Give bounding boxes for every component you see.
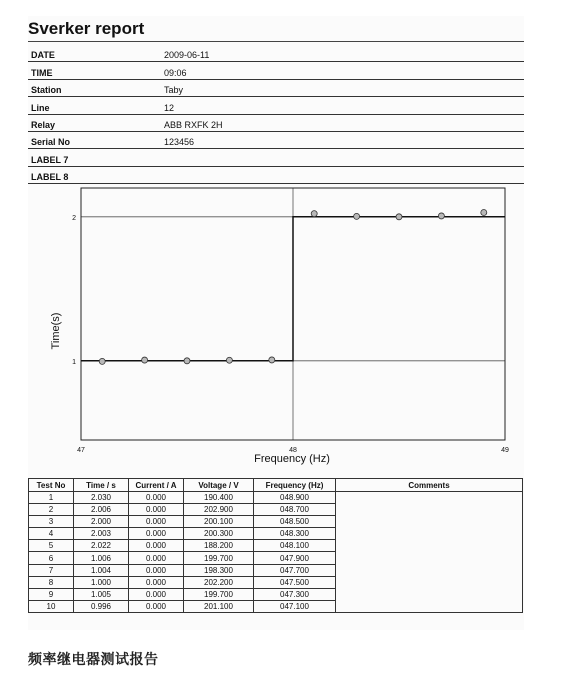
table-cell: 2.030 (74, 492, 129, 504)
col-header-time: Time / s (74, 479, 129, 492)
info-value: 09:06 (164, 67, 187, 78)
info-label: DATE (31, 50, 55, 61)
table-cell: 1.005 (74, 588, 129, 600)
comment-cell (336, 576, 523, 588)
info-label: Relay (31, 119, 56, 130)
info-value: ABB RXFK 2H (164, 119, 223, 130)
table-cell: 0.000 (129, 588, 184, 600)
col-header-voltage: Voltage / V (184, 479, 254, 492)
y-axis-label: Time(s) (50, 312, 62, 350)
table-cell: 199.700 (184, 588, 254, 600)
table-cell: 047.900 (254, 552, 336, 564)
y-tick-label: 1 (72, 358, 76, 366)
data-point (142, 357, 148, 363)
info-label: LABEL 7 (31, 154, 69, 165)
data-point (269, 357, 275, 363)
col-header-frequency: Frequency (Hz) (254, 479, 336, 492)
data-point (481, 209, 487, 215)
table-cell: 198.300 (184, 564, 254, 576)
table-cell: 200.100 (184, 516, 254, 528)
table-cell: 4 (29, 528, 74, 540)
info-row-station (28, 80, 524, 97)
table-cell: 10 (29, 600, 74, 612)
title-divider (28, 41, 524, 42)
table-cell: 200.300 (184, 528, 254, 540)
comment-cell (336, 528, 523, 540)
data-point (354, 213, 360, 219)
frequency-time-chart (28, 183, 524, 473)
data-point (438, 213, 444, 219)
col-header-comments: Comments (336, 479, 523, 492)
comment-cell (336, 540, 523, 552)
step-line (81, 217, 505, 361)
results-table (28, 478, 523, 613)
table-cell: 048.300 (254, 528, 336, 540)
table-cell: 2.022 (74, 540, 129, 552)
data-point (396, 214, 402, 220)
x-tick-label: 49 (501, 447, 509, 454)
info-label: Line (31, 102, 50, 113)
table-cell: 5 (29, 540, 74, 552)
info-row-label7 (28, 149, 524, 166)
info-row-line (28, 97, 524, 114)
y-tick-label: 2 (72, 214, 76, 222)
table-cell: 0.000 (129, 516, 184, 528)
table-cell: 048.500 (254, 516, 336, 528)
table-cell: 048.700 (254, 504, 336, 516)
info-label: TIME (31, 67, 53, 78)
table-cell: 0.000 (129, 600, 184, 612)
table-cell: 0.000 (129, 576, 184, 588)
comment-cell (336, 552, 523, 564)
comment-cell (336, 504, 523, 516)
table-row (29, 504, 523, 516)
table-cell: 2 (29, 504, 74, 516)
table-cell: 0.000 (129, 504, 184, 516)
table-cell: 2.006 (74, 504, 129, 516)
table-cell: 190.400 (184, 492, 254, 504)
table-row (29, 588, 523, 600)
table-cell: 048.100 (254, 540, 336, 552)
table-cell: 0.000 (129, 528, 184, 540)
table-cell: 047.700 (254, 564, 336, 576)
info-row-time (28, 62, 524, 79)
table-cell: 047.300 (254, 588, 336, 600)
table-cell: 199.700 (184, 552, 254, 564)
info-row-date (28, 45, 524, 62)
data-point (99, 358, 105, 364)
col-header-current: Current / A (129, 479, 184, 492)
table-cell: 201.100 (184, 600, 254, 612)
x-axis-label: Frequency (Hz) (254, 453, 330, 465)
table-header-row (29, 479, 523, 492)
table-row (29, 564, 523, 576)
table-cell: 0.000 (129, 564, 184, 576)
comment-cell (336, 492, 523, 504)
info-row-relay (28, 115, 524, 132)
table-row (29, 576, 523, 588)
report-title: Sverker report (28, 19, 145, 38)
table-cell: 1 (29, 492, 74, 504)
table-cell: 1.000 (74, 576, 129, 588)
table-cell: 047.100 (254, 600, 336, 612)
data-point (226, 357, 232, 363)
table-cell: 0.000 (129, 492, 184, 504)
table-cell: 202.900 (184, 504, 254, 516)
comment-cell (336, 516, 523, 528)
info-value: Taby (164, 85, 184, 96)
info-row-label8 (28, 167, 524, 184)
table-cell: 6 (29, 552, 74, 564)
table-row (29, 516, 523, 528)
table-cell: 0.996 (74, 600, 129, 612)
info-row-serial (28, 132, 524, 149)
info-label: LABEL 8 (31, 172, 69, 183)
col-header-test-no: Test No (29, 479, 74, 492)
table-cell: 0.000 (129, 540, 184, 552)
table-cell: 7 (29, 564, 74, 576)
comment-cell (336, 600, 523, 612)
x-tick-label: 48 (289, 447, 297, 454)
table-cell: 047.500 (254, 576, 336, 588)
table-cell: 202.200 (184, 576, 254, 588)
table-cell: 188.200 (184, 540, 254, 552)
table-cell: 3 (29, 516, 74, 528)
data-point (184, 358, 190, 364)
x-tick-label: 47 (77, 447, 85, 454)
info-value: 12 (164, 102, 175, 113)
info-label: Serial No (31, 137, 71, 148)
footer-caption: 频率继电器测试报告 (28, 651, 159, 667)
data-point (311, 211, 317, 217)
table-cell: 2.000 (74, 516, 129, 528)
table-cell: 0.000 (129, 552, 184, 564)
table-row (29, 540, 523, 552)
table-cell: 9 (29, 588, 74, 600)
table-row (29, 552, 523, 564)
table-row (29, 492, 523, 504)
table-row (29, 528, 523, 540)
table-cell: 1.004 (74, 564, 129, 576)
table-cell: 048.900 (254, 492, 336, 504)
comment-cell (336, 588, 523, 600)
info-value: 2009-06-11 (164, 50, 210, 61)
table-row (29, 600, 523, 612)
info-value: 123456 (164, 137, 195, 148)
comment-cell (336, 564, 523, 576)
info-label: Station (31, 85, 62, 96)
table-cell: 8 (29, 576, 74, 588)
info-block (28, 45, 524, 184)
table-cell: 2.003 (74, 528, 129, 540)
table-cell: 1.006 (74, 552, 129, 564)
